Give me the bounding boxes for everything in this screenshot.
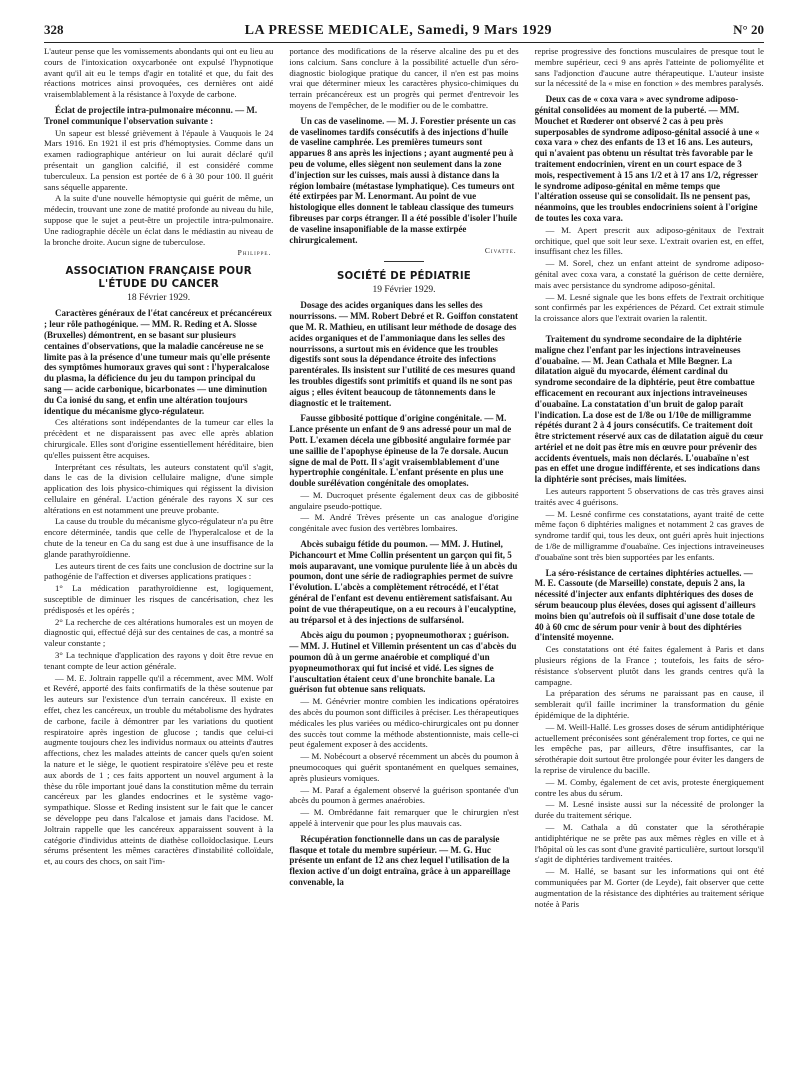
paragraph: — M. Hallé, se basant sur les informations qui ont été communiquées par M. Gorter (de Leyde), fait observer que cette augmentation de la résistance des diphtéries au traitement sérique notée à Paris xyxy=(534,866,764,909)
section-title: ASSOCIATION FRANÇAISE POUR L'ÉTUDE DU CANCER xyxy=(65,266,252,291)
section-date: 18 Février 1929. xyxy=(127,293,191,304)
paragraph: 1° La médication parathyroïdienne est, logiquement, susceptible de diminuer les risques de cancérisation, chez les prédisposés et les opérés ; xyxy=(44,583,274,615)
paragraph: — M. Ducroquet présente également deux cas de gibbosité angulaire pseudo-pottique. xyxy=(289,489,519,511)
paragraph: — M. Nobécourt a observé récemment un abcès du poumon à pneumocoques qui guérit spontanément en quelques semaines, après plusieurs vomiques. xyxy=(289,751,519,783)
journal-title: LA PRESSE MEDICALE, Samedi, 9 Mars 1929 xyxy=(244,23,552,38)
paragraph: portance des modifications de la réserve alcaline des pu et des ions calcium. Sans conclure à la possibilité actuelle d'un séro-diagnostic biologique pratique du cancer, il n'en est pas moins vrai que déterminer mieux les caractères physico-chimiques du terrain précancéreux est un progrès qui permet d'entrevoir les moyens de l'empêcher, de le modifier ou de le combattre. xyxy=(289,46,519,110)
article-heading: Abcès aigu du poumon ; pyopneumothorax ; guérison. — MM. J. Hutinel et Villemin présentent un cas d'abcès du poumon dû à un germe anaérobie et compliqué d'un pyopneumothorax qui fut incisé et vidé. Les signes de l'auscultation étaient ceux d'une bronchite banale. La guérison fut obtenue sans reliquats. xyxy=(289,630,517,695)
paragraph: Les auteurs tirent de ces faits une conclusion de doctrine sur la pathogénie de l'affection et diverses applications pratiques : xyxy=(44,560,274,582)
article-heading: Traitement du syndrome secondaire de la diphtérie maligne chez l'enfant par les injections intraveineuses d'ouabaïne. — M. Jean Cathala et Mlle Bœgner. La dilatation aiguë du myocarde, élément cardinal du syndrome secondaire de la diphtérie, peut être combattue efficacement en recourant aux injections intraveineuses d'ouabaïne. La constatation d'un bruit de galop paraît l'indication. La dose est de 1/8e ou 1/10e de milligramme répétés durant 2 à 4 jours consécutifs. Ce traitement doit être strictement réservé aux cas de dilatation aiguë du cœur artériel et ne doit pas être mis en œuvre pour prévenir des accidents éventuels, mais non déclarés. L'ouabaïne n'est pas en effet une drogue indifférente, et ses indications dans la diphtérie sont précises, mais limitées. xyxy=(534,333,764,485)
paragraph: — M. Lesné signale que les bons effets de l'extrait orchitique sont confirmés par les expériences de Pézard. Cet extrait stimule la croissance alors que l'extrait ovarien la ralentit. xyxy=(534,291,764,324)
paragraph: — M. Comby, également de cet avis, proteste énergiquement contre les abus du sérum. xyxy=(534,776,764,798)
article-heading: Fausse gibbosité pottique d'origine congénitale. — M. Lance présente un enfant de 9 ans adressé pour un mal de Pott. L'examen décela une gibbosité angulaire formée par une saillie de l'apophyse épineuse de la 7e dorsale. Aucun signe de mal de Pott. Il s'agit vraisemblablement d'une hypertrophie congénitale. L'enfant présente en plus une double surélévation congénitale des omoplates. xyxy=(289,413,512,489)
paragraph: — M. Weill-Hallé. Les grosses doses de sérum antidiphtérique actuellement préconisées sont généralement trop fortes, ce qui ne les empêche pas, par ailleurs, d'être insuffisantes, car la sérothérapie doit surtout être prolongée pour éviter les dangers de la reprise de virulence du bacille. xyxy=(534,721,764,775)
article-heading: Dosage des acides organiques dans les selles des nourrissons. — MM. Robert Debré et R. Goiffon constatent que M. R. Mathieu, en utilisant leur méthode de dosage des acides organiques et de l'ammoniaque dans les selles des nourrissons, a surtout mis en évidence que les troubles digestifs sont sous la dépendance étroite des infections parentérales. Ils insistent sur l'utilité de ces mesures quand les troubles digestifs sont primitifs et quand ils ne sont pas aigus ; elles évitent beaucoup de tâtonnements dans le diagnostic et le traitement. xyxy=(289,300,519,408)
article-heading: Récupération fonctionnelle dans un cas de paralysie flasque et totale du membre supérieur. — M. G. Huc présente un enfant de 12 ans chez lequel l'utilisation de la flexion active d'un doigt entraîna, grâce à un appareillage convenable, la xyxy=(289,833,511,887)
issue-number: N° 20 xyxy=(733,22,764,37)
paragraph: Les auteurs rapportent 5 observations de cas très graves ainsi traités avec 4 guérisons. xyxy=(534,486,764,507)
article-heading: Un cas de vaselinome. — M. J. Forestier présente un cas de vaselinomes tardifs consécutifs à des injections d'huile de vaseline camphrée. Les premières tumeurs sont apparues 8 ans après les injections ; ayant augmenté peu à peu de volume, elles siègent non seulement dans la zone d'injection sur les cuisses, mais aussi à distance dans la région lombaire (métastase lymphatique). Ces tumeurs ont été extirpées par M. Lenormant. Au point de vue histologique elles donnent le tableau classique des tumeurs fibreuses par corps étranger. Il a été possible d'isoler l'huile de vaseline insaponifiable de la masse extirpée chirurgicalement. xyxy=(289,115,517,245)
article-heading: Éclat de projectile intra-pulmonaire méconnu. — M. Tronel communique l'observation suivante : xyxy=(44,104,258,126)
paragraph: 2° La recherche de ces altérations humorales est un moyen de diagnostic qui, effectué déjà sur des centaines de cas, a montré sa valeur constante ; xyxy=(44,616,274,649)
paragraph: Ces altérations sont indépendantes de la tumeur car elles la précèdent et ne disparaissent pas avec elle après ablation chirurgicale. Elles sont d'origine essentiellement héréditaire, bien qu'elles puissent être acquises. xyxy=(44,417,274,460)
spacer xyxy=(535,325,764,329)
paragraph: — M. Génévrier montre combien les indications opératoires des abcès du poumon sont difficiles à préciser. Les thérapeutiques médicales les plus variées ou médico-chirurgicales ont pu donner des succès tout comme la méthode abstentionniste, mais celle-ci peut également exposer à des accidents. xyxy=(289,696,519,750)
paragraph: — M. Paraf a également observé la guérison spontanée d'un abcès du poumon à germes anaérobies. xyxy=(289,784,519,806)
paragraph: — M. Lesné confirme ces constatations, ayant traité de cette même façon 6 diphtéries malignes et notamment 2 cas graves de syndrome tardif qui, tous les deux, ont guéri après huit injections de 1/8e de milligramme d'ouabaïne. Ces injections intraveineuses d'ouabaïne sont très bien supportées par les enfants. xyxy=(534,508,764,562)
article-heading: Deux cas de « coxa vara » avec syndrome adiposo-génital consolidées au moment de la puberté. — MM. Mouchet et Rœderer ont observé 2 cas à peu près superposables de syndrome adiposo-génital associé à une « coxa vara » chez des enfants de 13 et 16 ans. Les auteurs, qui n'avaient pas obtenu un résultat très favorable par le traitement endocrinien, virent en un court espace de 3 mois, respectivement à 15 ans 1/2 et à 17 ans 1/2, régresser le syndrome adiposo-génital en même temps que l'altération osseuse qui se consolidait. Ils ne pensent pas, néanmoins, que les troubles endocriniens soient à l'origine de toutes les coxa vara. xyxy=(534,94,760,223)
paragraph: A la suite d'une nouvelle hémoptysie qui guérit de même, un médecin, trouvant une zone de matité profonde au niveau du hile, suppose que le sujet a peut-être un projectile intra-pulmonaire. Une radiographie décèle un éclat dans le médiastin au niveau de la bronche droite. Aucun signe de tuberculose. xyxy=(44,193,274,247)
section-date: 19 Février 1929. xyxy=(372,285,436,296)
author-signature: Civatte. xyxy=(484,246,517,256)
paragraph: Interprétant ces résultats, les auteurs constatent qu'il s'agit, dans le cas de la division cellulaire maligne, d'une simple application des lois physico-chimiques qui régissent la division cellulaire en général. L'action générale des rayons X sur ces altérations en est notamment une preuve probante. xyxy=(44,461,274,515)
paragraph: — M. Ombrédanne fait remarquer que le chirurgien n'est appelé à intervenir que pour les plus mauvais cas. xyxy=(289,807,519,828)
article-heading: La séro-résistance de certaines diphtéries actuelles. — M. E. Cassoute (de Marseille) constate, depuis 2 ans, la nécessité d'injecter aux enfants diphtériques des doses de sérum beaucoup plus élevées, doses qui agissent d'ailleurs moins bien qu'autrefois où il suffisait d'une dose totale de 40 à 60 cmc de sérum pour venir à bout des diphtéries d'intensité moyenne. xyxy=(534,567,756,643)
section-divider xyxy=(384,261,424,262)
article-heading: Abcès subaigu fétide du poumon. — MM. J. Hutinel, Pichancourt et Mme Collin présentent un garçon qui fit, 5 mois auparavant, une vomique purulente liée à un abcès du poumon, dont une série de radiographies permet de suivre l'évolution. L'abcès a complètement rétrocédé, et l'état général de l'enfant est devenu entièrement satisfaisant. Au point de vue thérapeutique, on a eu recours à l'eucalyptine, au tréparsol et à des injections de sulfarsénol. xyxy=(289,539,518,625)
paragraph: La cause du trouble du mécanisme glyco-régulateur n'a pu être encore déterminée, tandis que celle de l'hyperalcalose et de la chute de la teneur en Ca du sang est due à une insuffisance de la glande parathyroïdienne. xyxy=(44,516,274,559)
paragraph: Un sapeur est blessé grièvement à l'épaule à Vauquois le 24 Mars 1916. En 1921 il est pris d'hémoptysies. Comme dans un examen radiographique antérieur on lui aurait déclaré qu'il présentait un ganglion calcifié, il est considéré comme tuberculeux. La pension est portée de 6 à 30 pour 100. Il guérit sans séquelle apparente. xyxy=(44,127,274,192)
paragraph: La préparation des sérums ne paraissant pas en cause, il semblerait qu'il faille incriminer la transformation du génie épidémique de la diphtérie. xyxy=(534,688,764,721)
paragraph: — M. Lesné insiste aussi sur la nécessité de prolonger la durée du traitement sérique. xyxy=(534,799,764,821)
author-signature: Philippe. xyxy=(237,248,272,258)
page-header xyxy=(44,22,764,43)
text-columns xyxy=(44,46,764,1082)
paragraph: reprise progressive des fonctions musculaires de presque tout le membre supérieur, ceci 9 ans après l'atteinte de poliomyélite et sans l'adjonction d'aucune autre thérapeutique. L'auteur insiste sur la nécessité de la « mise en fonction » des membres paralysés. xyxy=(534,46,764,89)
column-left xyxy=(44,46,273,1082)
column-right xyxy=(535,46,764,1082)
article-heading: Caractères généraux de l'état cancéreux et précancéreux ; leur rôle pathogénique. — MM. R. Reding et A. Slosse (Bruxelles) démontrent, en se basant sur plusieurs centaines d'observations, que la maladie cancéreuse ne se limite pas à la présence d'une tumeur mais qu'elle présente des symptômes humoraux graves qui sont : l'hyperalcalose du plasma, la déficience du jeu du tampon principal du sang — acide carbonique, bicarbonates — une diminution du Ca ionisé du sang, et enfin une altération toujours identique du mécanisme glyco-régulateur. xyxy=(44,308,272,416)
section-title: SOCIÉTÉ DE PÉDIATRIE xyxy=(337,271,471,283)
paragraph: — M. André Trèves présente un cas analogue d'origine congénitale avec fusion des vertèbres lombaires. xyxy=(289,512,519,534)
paragraph: — M. E. Joltrain rappelle qu'il a récemment, avec MM. Wolf et Revéré, apporté des faits confirmatifs de la thèse soutenue par les auteurs sur l'existence d'un terrain cancéreux. Il existe en effet, chez les cancéreux, un trouble du métabolisme des hydrates de carbone, facile à démontrer par les variations du quotient respiratoire après ingestion de glucose ; tandis que celui-ci augmente toujours chez les individus normaux ou atteints d'autres affections, chez les malades atteints de cancer quels qu'en soient la nature et le siège, le quotient respiratoire s'élève peu et reste aux abords de 1 ; ces faits apportent un nouvel argument à la thèse du rôle important joué dans la constitution même du terrain cancéreux par les glandes endocrines et le système vago-sympathique. Slosse et Reding insistent sur le fait que le cancer se développe peu dans l'alcalose et jamais dans l'acidose. M. Joltrain rappelle que les cancéreux apparaissent souvent à la catégorie d'individus atteints de diathèse colloïdoclasique. Leurs sérums présentent les mêmes caractères d'instabilité colloïdale, et, au cours des chocs, on sait l'im- xyxy=(44,672,274,867)
page-number: 328 xyxy=(44,22,64,37)
paragraph: 3° La technique d'application des rayons γ doit être revue en tenant compte de leur action générale. xyxy=(44,650,274,671)
paragraph: — M. Cathala a dû constater que la sérothérapie antidiphtérique ne se prête pas aux mêmes règles en ville et à l'hôpital où les cas sont d'une gravité particulière, surtout lorsqu'il s'agit de diphtéries tardivement traitées. xyxy=(534,821,764,865)
column-middle xyxy=(289,46,518,1082)
paragraph: — M. Apert prescrit aux adiposo-génitaux de l'extrait orchitique, quel que soit leur sexe. L'extrait ovarien est, en effet, insuffisant chez les filles. xyxy=(534,224,764,257)
paragraph: — M. Sorel, chez un enfant atteint de syndrome adiposo-génital avec coxa vara, a constaté la guérison de cette dernière, mais avec persistance du syndrome adiposo-génital. xyxy=(534,258,764,290)
paragraph: L'auteur pense que les vomissements abondants qui ont eu lieu au cours de l'intoxication oxycarbonée ont expulsé l'hypnotique avant qu'il ait eu le temps d'agir en totalité et que, du fait des réactions motrices ainsi provoquées, ces dernières ont aidé vraisemblablement à la résistance à l'oxyde de carbone. xyxy=(44,46,274,100)
paragraph: Ces constatations ont été faites également à Paris et dans plusieurs régions de la France ; toutefois, les faits de séro-résistance s'observent plutôt dans les grands centres qu'à la campagne. xyxy=(534,644,764,687)
